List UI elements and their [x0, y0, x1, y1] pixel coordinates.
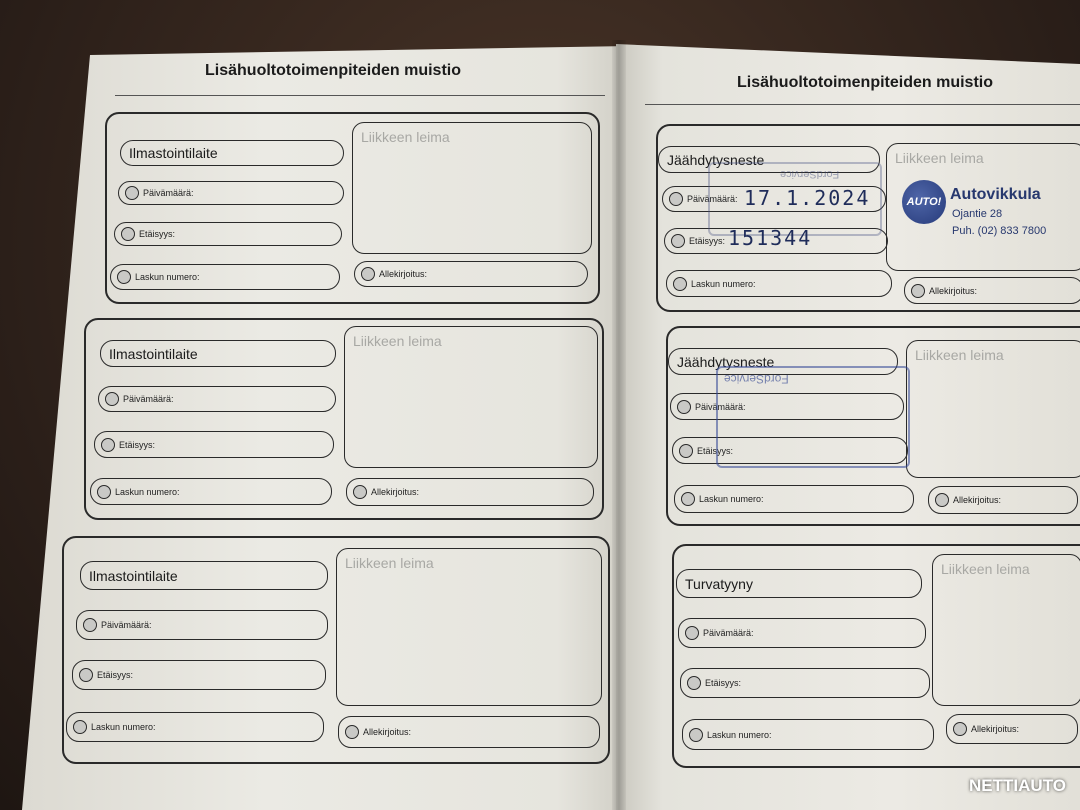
handwritten-distance: 151344 [728, 226, 813, 250]
right-card-2-distance-field[interactable]: Etäisyys: [672, 437, 908, 464]
right-card-1-date-field[interactable]: Päivämäärä: [662, 186, 886, 212]
left-card-2-distance-field[interactable]: Etäisyys: [94, 431, 334, 458]
radio-dot-icon [73, 720, 87, 734]
right-card-2-date-field[interactable]: Päivämäärä: [670, 393, 904, 420]
right-card-3-signature-field[interactable]: Allekirjoitus: [946, 714, 1078, 744]
radio-dot-icon [911, 284, 925, 298]
right-card-3-invoice-field[interactable]: Laskun numero: [682, 719, 934, 750]
radio-dot-icon [353, 485, 367, 499]
dealer-address: Ojantie 28 [952, 208, 1003, 220]
right-card-1-invoice-field[interactable]: Laskun numero: [666, 270, 892, 297]
left-card-2-date-field[interactable]: Päivämäärä: [98, 386, 336, 412]
radio-dot-icon [125, 186, 139, 200]
radio-dot-icon [689, 728, 703, 742]
radio-dot-icon [679, 444, 693, 458]
radio-dot-icon [361, 267, 375, 281]
left-card-2-stamp-box[interactable]: Liikkeen leima [344, 326, 598, 468]
radio-dot-icon [101, 438, 115, 452]
radio-dot-icon [121, 227, 135, 241]
radio-dot-icon [673, 277, 687, 291]
autovikkula-logo-icon: AUTO! [902, 180, 946, 224]
radio-dot-icon [345, 725, 359, 739]
right-card-3-heading: Turvatyyny [676, 569, 922, 598]
dealer-name: Autovikkula [950, 186, 1041, 203]
right-card-3-stamp-box[interactable]: Liikkeen leima [932, 554, 1080, 706]
handwritten-date: 17.1.2024 [744, 186, 871, 210]
radio-dot-icon [79, 668, 93, 682]
right-card-1-signature-field[interactable]: Allekirjoitus: [904, 277, 1080, 304]
left-title-rule [115, 95, 605, 96]
left-card-2-heading: Ilmastointilaite [100, 340, 336, 367]
radio-dot-icon [935, 493, 949, 507]
right-card-2-heading: Jäähdytysneste [668, 348, 898, 375]
left-card-3-stamp-box[interactable]: Liikkeen leima [336, 548, 602, 706]
left-page-title: Lisähuoltotoimenpiteiden muistio [205, 62, 461, 79]
left-card-1-signature-field[interactable]: Allekirjoitus: [354, 261, 588, 287]
radio-dot-icon [97, 485, 111, 499]
right-card-2-invoice-field[interactable]: Laskun numero: [674, 485, 914, 513]
left-card-3-date-field[interactable]: Päivämäärä: [76, 610, 328, 640]
radio-dot-icon [117, 270, 131, 284]
left-card-3-distance-field[interactable]: Etäisyys: [72, 660, 326, 690]
ford-service-stamp-brand: FordService [724, 372, 789, 386]
radio-dot-icon [669, 192, 683, 206]
left-card-1-distance-field[interactable]: Etäisyys: [114, 222, 342, 246]
book-gutter [612, 40, 626, 810]
right-card-1-stamp-box[interactable]: Liikkeen leima [886, 143, 1080, 271]
left-card-1-date-field[interactable]: Päivämäärä: [118, 181, 344, 205]
left-card-3-signature-field[interactable]: Allekirjoitus: [338, 716, 600, 748]
right-page-title: Lisähuoltotoimenpiteiden muistio [737, 74, 993, 91]
left-card-1-stamp-box[interactable]: Liikkeen leima [352, 122, 592, 254]
right-card-3-distance-field[interactable]: Etäisyys: [680, 668, 930, 698]
right-card-2-signature-field[interactable]: Allekirjoitus: [928, 486, 1078, 514]
radio-dot-icon [685, 626, 699, 640]
right-card-1-distance-field[interactable]: Etäisyys: [664, 228, 888, 254]
left-card-1-heading: Ilmastointilaite [120, 140, 344, 166]
left-card-3-heading: Ilmastointilaite [80, 561, 328, 590]
right-card-2-stamp-box[interactable]: Liikkeen leima [906, 340, 1080, 478]
radio-dot-icon [105, 392, 119, 406]
right-card-1-heading: Jäähdytysneste [658, 146, 880, 173]
left-card-3-invoice-field[interactable]: Laskun numero: [66, 712, 324, 742]
left-card-2-invoice-field[interactable]: Laskun numero: [90, 478, 332, 505]
left-card-2-signature-field[interactable]: Allekirjoitus: [346, 478, 594, 506]
radio-dot-icon [681, 492, 695, 506]
dealer-phone: Puh. (02) 833 7800 [952, 225, 1047, 237]
radio-dot-icon [687, 676, 701, 690]
radio-dot-icon [83, 618, 97, 632]
radio-dot-icon [953, 722, 967, 736]
right-title-rule [645, 104, 1080, 105]
radio-dot-icon [677, 400, 691, 414]
right-card-3-date-field[interactable]: Päivämäärä: [678, 618, 926, 648]
left-card-1-invoice-field[interactable]: Laskun numero: [110, 264, 340, 290]
radio-dot-icon [671, 234, 685, 248]
faded-ford-stamp-brand: FordService [780, 168, 840, 180]
nettiauto-watermark: NETTIAUTO [969, 776, 1066, 795]
